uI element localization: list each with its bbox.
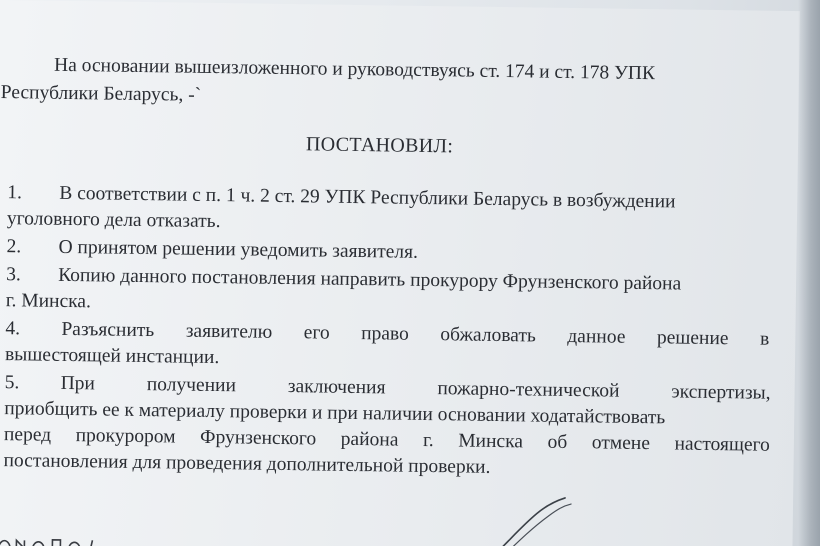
item-5-word: заключения	[287, 376, 386, 399]
item-5-word: Минска	[458, 430, 524, 453]
cut-off-line-fragment	[0, 532, 115, 546]
item-5-word: района	[340, 428, 399, 451]
item-4-word: Разъяснить	[61, 318, 155, 342]
item-1-line-1: В соответствии с п. 1 ч. 2 ст. 29 УПК Республики Беларусь в возбуждении	[59, 182, 676, 213]
item-4-word: право	[361, 323, 409, 345]
item-4-word: решение	[656, 327, 729, 350]
item-5-line-2: приобщить ее к материалу проверки и при наличии основании ходатайствовать	[4, 398, 666, 429]
item-5-word: Фрунзенского	[199, 426, 317, 450]
item-5-line-4: постановления для проведения дополнительной проверки.	[3, 450, 491, 478]
item-5-word: об	[547, 431, 568, 453]
item-3-number: 3.	[6, 264, 21, 286]
item-4-word: в	[759, 328, 770, 350]
item-5-word: пожарно-технической	[437, 378, 620, 402]
item-5-word: перед	[3, 424, 52, 446]
item-5-number: 5.	[4, 372, 20, 394]
item-4-number: 4.	[5, 318, 21, 340]
item-5-word: получении	[146, 374, 237, 397]
item-1-line-2: уголовного дела отказать.	[6, 208, 221, 233]
item-5-word: отмене	[591, 432, 651, 455]
intro-line-2: Республики Беларусь, -`	[0, 82, 202, 106]
item-4-word: заявителю	[185, 320, 273, 343]
item-2-number: 2.	[6, 236, 22, 258]
item-5-word: г.	[422, 429, 434, 452]
item-3-line-2: г. Минска.	[5, 290, 92, 313]
item-5-word: настоящего	[674, 433, 770, 456]
signature-mark	[492, 495, 583, 546]
item-5-word: При	[60, 372, 96, 395]
item-2-line-1: О принятом решении уведомить заявителя.	[58, 236, 419, 263]
resolution-heading: ПОСТАНОВИЛ:	[305, 133, 454, 158]
item-4-word: его	[303, 322, 330, 344]
cut-off-text-glyphs	[0, 536, 115, 546]
item-4-word: обжаловать	[440, 324, 536, 347]
item-3-line-1: Копию данного постановления направить прокурору Фрунзенского района	[58, 264, 682, 295]
item-4-word: данное	[567, 325, 626, 348]
page-edge-shadow	[798, 0, 820, 546]
item-1-number: 1.	[7, 182, 23, 204]
intro-line-1: На основании вышеизложенного и руководствуясь ст. 174 и ст. 178 УПК	[53, 54, 656, 85]
item-5-word: прокурором	[75, 425, 176, 448]
item-4-line-2: вышестоящей инстанции.	[4, 344, 220, 369]
item-5-word: экспертизы,	[671, 381, 771, 404]
